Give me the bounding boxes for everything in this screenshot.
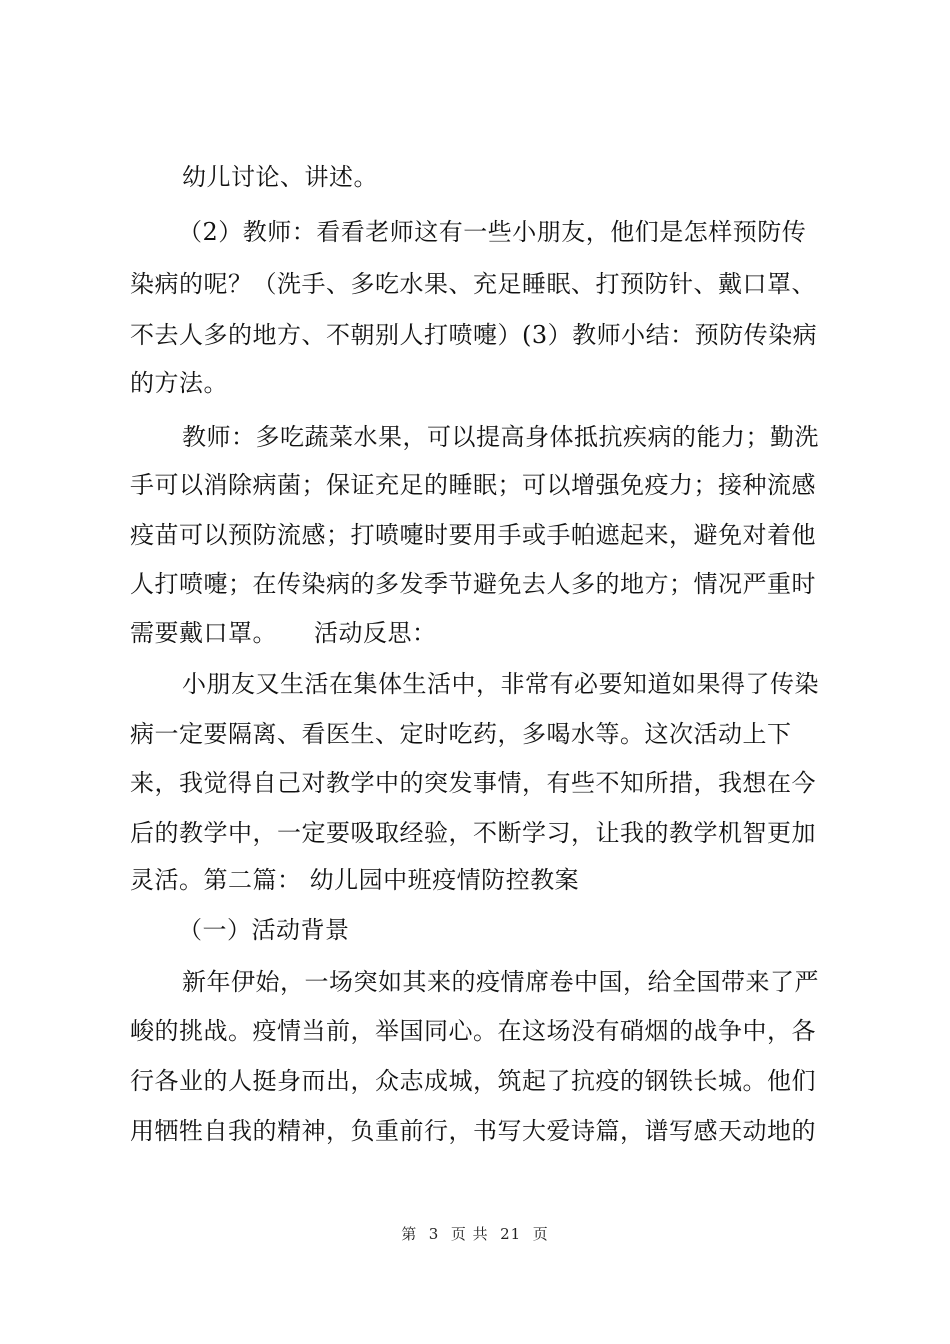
paragraph-line: 的方法。: [130, 369, 228, 397]
paragraph-line: 行各业的人挺身而出，众志成城，筑起了抗疫的钢铁长城。他们: [130, 1067, 816, 1095]
paragraph-line: 手可以消除病菌；保证充足的睡眠；可以增强免疫力；接种流感: [130, 471, 816, 499]
section-heading: （一）活动背景: [178, 916, 350, 944]
paragraph-line: 来，我觉得自己对教学中的突发事情，有些不知所措，我想在今: [130, 769, 816, 797]
paragraph-line: 后的教学中，一定要吸取经验，不断学习，让我的教学机智更加: [130, 819, 816, 847]
paragraph-line: 用牺牲自我的精神，负重前行，书写大爱诗篇，谱写感天动地的: [130, 1117, 816, 1145]
paragraph-line: 人打喷嚏；在传染病的多发季节避免去人多的地方；情况严重时: [130, 570, 816, 598]
paragraph-line: 灵活。第二篇： 幼儿园中班疫情防控教案: [130, 866, 580, 894]
paragraph-line: 需要戴口罩。 活动反思：: [130, 619, 437, 647]
paragraph-line: 病一定要隔离、看医生、定时吃药，多喝水等。这次活动上下: [130, 720, 792, 748]
paragraph-line: 疫苗可以预防流感；打喷嚏时要用手或手帕遮起来，避免对着他: [130, 521, 816, 549]
paragraph-line: （2）教师：看看老师这有一些小朋友，他们是怎样预防传: [178, 218, 807, 246]
paragraph-line: 峻的挑战。疫情当前，举国同心。在这场没有硝烟的战争中，各: [130, 1017, 816, 1045]
paragraph-line: 不去人多的地方、不朝别人打喷嚏）(3）教师小结：预防传染病: [130, 321, 818, 349]
paragraph-line: 小朋友又生活在集体生活中，非常有必要知道如果得了传染: [182, 670, 819, 698]
paragraph-line: 教师：多吃蔬菜水果，可以提高身体抵抗疾病的能力；勤洗: [182, 423, 819, 451]
page-number-footer: 第 3 页 共 21 页: [401, 1225, 549, 1243]
paragraph-line: 染病的呢？（洗手、多吃水果、充足睡眠、打预防针、戴口罩、: [130, 270, 816, 298]
paragraph-line: 新年伊始，一场突如其来的疫情席卷中国，给全国带来了严: [182, 968, 819, 996]
paragraph-line: 幼儿讨论、讲述。: [182, 163, 378, 191]
